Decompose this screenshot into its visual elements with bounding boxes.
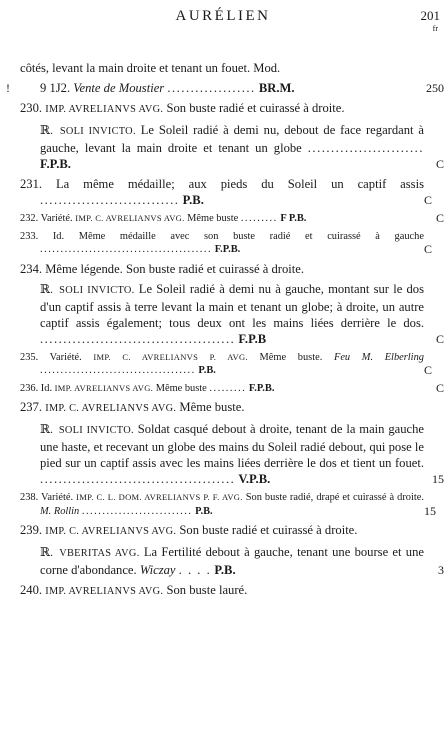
entry-text: Le Soleil radié à demi nu à gauche, montant sur le dos d'un captif assis à terre levant la main et tenant un globe; à droite, un autre captif assis également; tous deux ont les mains liées derrière le dos. <box>40 281 424 330</box>
entry-legend: IMP. AVRELIANVS AVG. <box>54 382 154 393</box>
rarity-value: 3 <box>438 563 444 577</box>
entry-text: La Fertilité debout à gauche, tenant une bourse et une corne d'abondance. <box>40 545 424 577</box>
entry-text: Même buste. <box>259 351 323 363</box>
entry-231: 231. La même médaille; aux pieds du Soleil un captif assis .............................. P.B. C <box>20 177 433 207</box>
entry-text: Le Soleil radié à demi nu, debout de face regardant à gauche, levant la main droite et tenant un globe <box>40 123 424 155</box>
rarity-value: C <box>435 211 444 225</box>
entry-237-reverse <box>20 421 444 487</box>
entry-text: Son buste radié, drapé et cuirassé à droite. <box>245 492 424 503</box>
entry-label: Vente de Moustier <box>73 81 165 95</box>
entry-232 <box>20 211 444 226</box>
entry-legend: IMP. C. AVRELIANVS AVG. <box>75 213 185 223</box>
source-code: P.B. <box>182 193 204 207</box>
source-code: P.B. <box>214 563 236 577</box>
entry-number: 230. <box>20 101 43 115</box>
entry-230-reverse <box>20 122 444 172</box>
entry-text: Même buste <box>155 382 207 394</box>
source-code: V.P.B. <box>238 472 271 486</box>
rarity-value: 250 <box>426 81 444 95</box>
entry-text: Soldat casqué debout à droite, tenant de la main gauche une haste, et recevant un globe des mains du Soleil radié debout, qui pose le pied sur un captif assis avec les mains liées derrière le dos et tient un fouet. <box>40 422 424 470</box>
leader-dots: ........................... <box>81 505 193 517</box>
entry-legend: IMP. C. L. DOM. AVRELIANVS P. F. AVG. <box>76 492 243 502</box>
entry-legend: IMP. C. AVRELIANVS AVG. <box>45 526 177 537</box>
entry-number: 238. <box>20 492 39 503</box>
entry-note: Wiczay <box>139 563 176 577</box>
entry-text: Son buste radié et cuirassé à droite. <box>166 101 345 115</box>
entry-text: Même buste. <box>179 400 245 414</box>
entry-text: Même légende. Son buste radié et cuirassé à droite. <box>45 261 304 276</box>
source-code: P.B. <box>195 505 213 517</box>
entry-number: 237. <box>20 400 43 414</box>
source-code: F.P.B <box>238 331 267 346</box>
source-code: F P.B. <box>280 213 307 224</box>
entry-label: Id. <box>40 382 53 394</box>
entry-text: Son buste lauré. <box>166 583 248 597</box>
entry-legend: VBERITAS AVG. <box>59 548 140 559</box>
leader-dots: .............................. <box>40 193 180 207</box>
rarity-value: C <box>435 331 444 346</box>
entry-legend: IMP. C. AVRELIANVS AVG. <box>45 403 177 414</box>
leader-dots: ................... <box>167 81 256 95</box>
entry-text: Même buste <box>187 213 239 224</box>
entry-legend: IMP. AVRELIANVS AVG. <box>45 104 164 115</box>
entry-number: 232. <box>20 213 39 224</box>
entry-note: Feu M. Elberling <box>333 351 424 363</box>
entry-240 <box>20 582 424 600</box>
page-header <box>0 8 446 42</box>
entry-continuation <box>20 60 424 76</box>
rarity-value: 15 <box>432 472 444 486</box>
entry-235: 235. Variété. IMP. C. AVRELIANVS P. AVG. Même buste. Feu M. Elberling ...................................... P.B. C <box>20 351 433 377</box>
entry-text: côtés, levant la main droite et tenant un fouet. Mod. <box>20 61 281 75</box>
entry-number: 240. <box>20 583 43 597</box>
entry-number: 236. <box>20 382 39 394</box>
entry-legend: IMP. AVRELIANVS AVG. <box>45 586 164 597</box>
leader-dots: .......................................... <box>40 244 213 255</box>
entry-230 <box>20 100 424 118</box>
entry-text: Son buste radié et cuirassé à droite. <box>179 523 358 537</box>
leader-dots: ......... <box>240 213 278 224</box>
entry-text: Même médaille avec son buste radié et cuirassé à gauche <box>78 230 424 242</box>
rarity-value: C <box>435 380 444 395</box>
entry-237 <box>20 399 424 417</box>
leader-dots: .......................................... <box>40 331 236 346</box>
entry-number: 235. <box>20 351 39 363</box>
entry-label: Variété. <box>41 492 74 503</box>
entry-legend: SOLI INVICTO. <box>59 126 136 137</box>
leader-dots: .......................................... <box>40 472 236 486</box>
rarity-value: C <box>435 157 444 171</box>
entry-legend: IMP. C. AVRELIANVS P. AVG. <box>93 351 248 362</box>
leader-dots: ...................................... <box>40 365 196 376</box>
entry-234-reverse <box>20 281 444 347</box>
source-code: BR.M. <box>258 81 295 95</box>
entry-text: La même médaille; aux pieds du Soleil un captif assis <box>55 177 424 191</box>
leader-dots: . . . . <box>178 563 212 577</box>
running-title: AURÉLIEN <box>175 8 271 24</box>
source-code: F.P.B. <box>40 157 71 171</box>
entry-number: 234. <box>20 261 43 276</box>
reverse-mark: ℝ. <box>40 123 53 137</box>
entry-number: 9 1J2. <box>40 81 71 95</box>
entry-236 <box>20 380 444 396</box>
entry-number: 233. <box>20 230 39 242</box>
entry-label: Variété. <box>49 351 82 363</box>
entry-234 <box>20 261 424 277</box>
entry-number: 239. <box>20 523 43 537</box>
catalog-body <box>6 60 444 604</box>
page-number-sub: fr <box>432 24 438 33</box>
entry-legend: SOLI INVICTO. <box>59 284 135 296</box>
reverse-mark: ℝ. <box>40 545 53 559</box>
source-code: F.P.B. <box>248 382 275 394</box>
leader-dots: ......................... <box>307 141 424 155</box>
margin-mark: ! <box>6 81 10 95</box>
reverse-mark: ℝ. <box>40 422 53 436</box>
reverse-mark: ℝ. <box>40 281 53 296</box>
entry-239 <box>20 522 424 540</box>
entry-note: M. Rollin <box>40 505 80 517</box>
source-code: F.P.B. <box>214 244 241 255</box>
source-code: P.B. <box>198 365 216 376</box>
entry-229 <box>6 80 444 96</box>
page-number: 201 <box>420 8 440 23</box>
entry-label: Id. <box>52 230 65 242</box>
entry-legend: SOLI INVICTO. <box>58 425 134 436</box>
entry-233: 233. Id. Même médaille avec son buste radié et cuirassé à gauche .......................................... F.P.B. C <box>20 230 433 256</box>
entry-number: 231. <box>20 177 43 191</box>
leader-dots: ......... <box>209 382 247 394</box>
entry-238: 238. Variété. IMP. C. L. DOM. AVRELIANVS P. F. AVG. Son buste radié, drapé et cuirassé à droite. M. Rollin ........................... P.B. 15 <box>20 492 436 518</box>
entry-label: Variété. <box>40 213 73 224</box>
entry-239-reverse <box>20 544 444 578</box>
